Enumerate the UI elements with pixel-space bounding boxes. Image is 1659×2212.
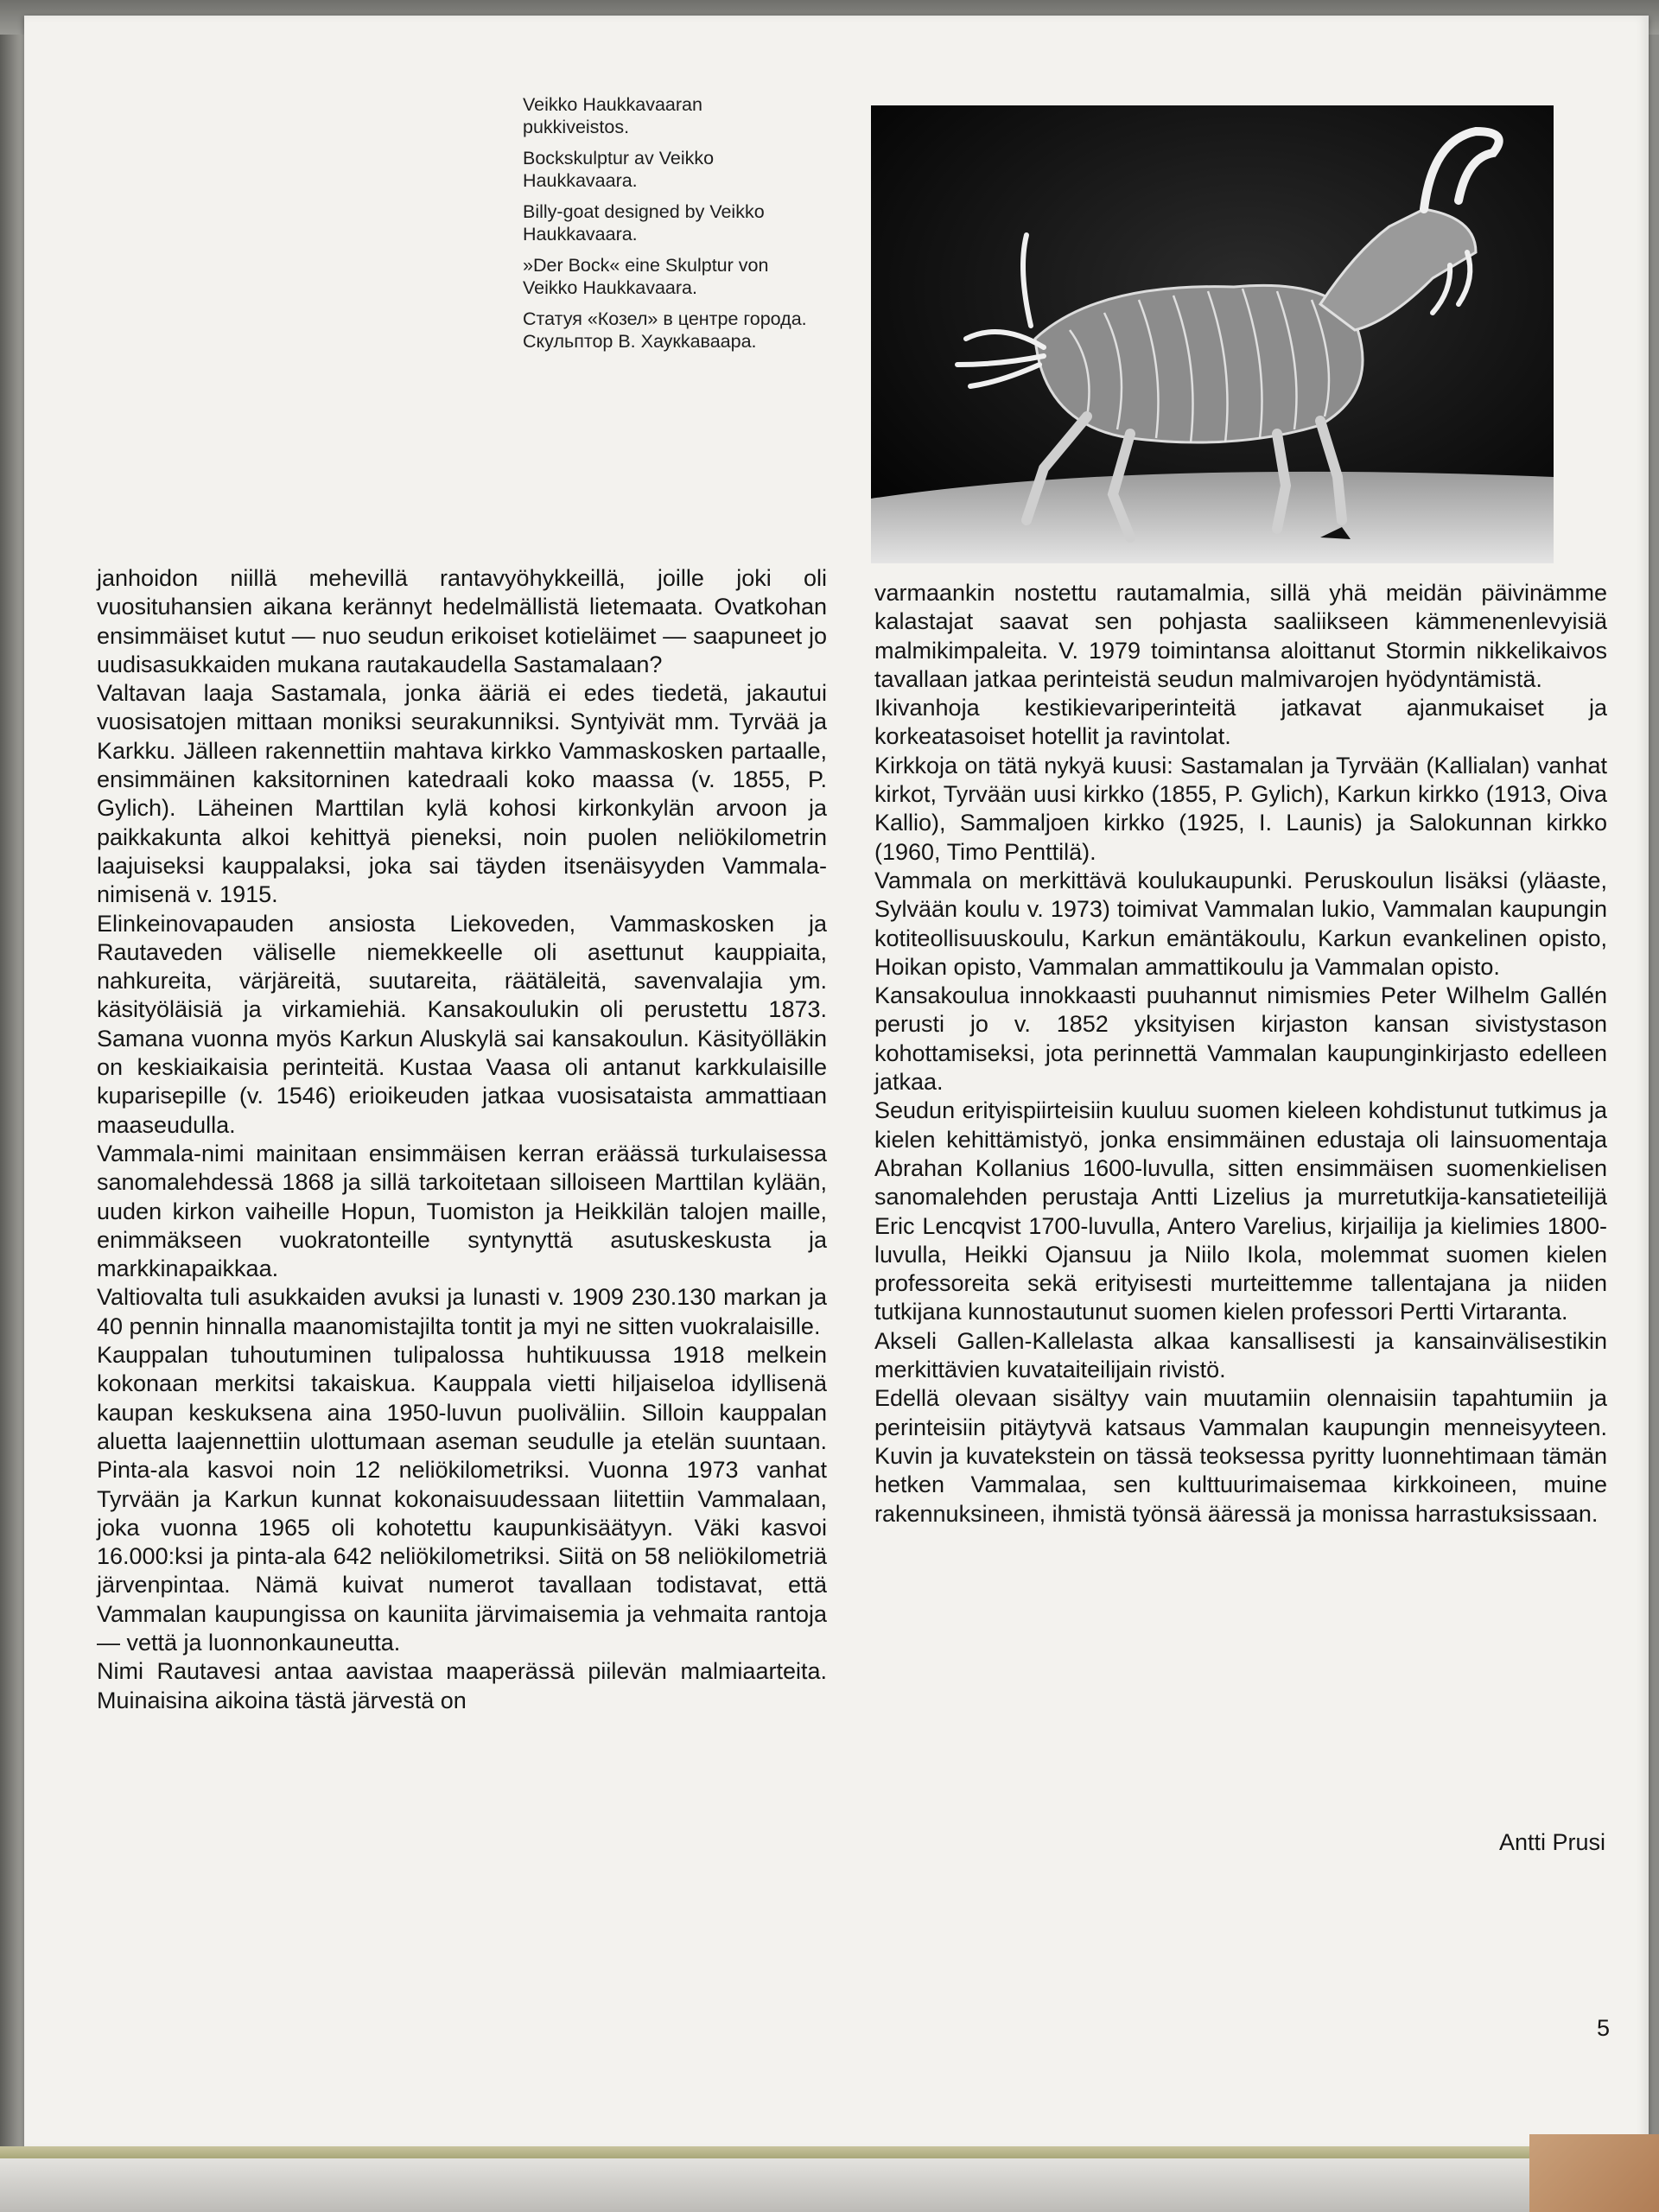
- paragraph: Kauppalan tuhoutuminen tulipalossa huhtikuussa 1918 melkein kokonaan merkitsi takaiskua. Kauppala vietti hiljaiseloa idyllisenä kaupan keskuksena aina 1950-luvun puoliväliin. Silloin kauppalan aluetta laajennettiin ulottumaan aseman seudulle ja etelän suuntaan. Pinta-ala kasvoi noin 12 neliökilometriksi. Vuonna 1973 vanhat Tyrvään ja Karkun kunnat kokonaisuudessaan liitettiin Vammalaan, joka vuonna 1965 oli kohotettu kaupunkisäätyyn. Väki kasvoi 16.000:ksi ja pinta-ala 642 neliökilometriksi. Siitä on 58 neliökilometriä järvenpintaa. Nämä kuivat numerot tavallaan todistavat, että Vammalan kaupungissa on kauniita järvimaisemia ja vehmaita rantoja — vettä ja luonnonkauneutta.: [97, 1342, 827, 1656]
- paragraph: Akseli Gallen-Kallelasta alkaa kansallisesti ja kansainvälisestikin merkittävien kuvataiteilijain rivistö.: [874, 1327, 1607, 1383]
- paragraph: Elinkeinovapauden ansiosta Liekoveden, Vammaskosken ja Rautaveden väliselle niemekkeelle oli asettunut kauppiaita, nahkureita, värjäreitä, suutareita, räätäleitä, savenvalajia ym. käsityöläisiä ja virkamiehiä. Kansakoulukin oli perustettu 1873. Samana vuonna myös Karkun Aluskylä sai kansakoulun. Käsityölläkin on keskiaikaisia perinteitä. Kustaa Vaasa oli antanut karkkulaisille kuparisepille (v. 1546) erioikeuden jatkaa vuosisataista ammattiaan maaseudulla.: [97, 910, 827, 1138]
- paragraph: janhoidon niillä mehevillä rantavyöhykkeillä, joille joki oli vuosituhansien aikana kerännyt hedelmällistä lietemaata. Ovatkohan ensimmäiset kutut — nuo seudun erikoiset kotieläimet — saapuneet jo uudisasukkaiden mukana rautakaudella Sastamalaan?: [97, 565, 827, 677]
- paragraph: Seudun erityispiirteisiin kuuluu suomen kieleen kohdistunut tutkimus ja kielen kehittämistyö, jonka ensimmäinen edustaja oli lainsuomentaja Abrahan Kollanius 1600-luvulla, sitten ensimmäisen suomenkielisen sanomalehden perustaja Antti Lizelius ja murretutkija-kansatieteilijä Eric Lencqvist 1700-luvulla, Antero Varelius, kirjailija ja kielimies 1800-luvulla, Heikki Ojansuu ja Niilo Ikola, molemmat suomen kielen professoreita sekä erityisesti murteittemme tallentajana ja niiden tutkijana kunnostautunut suomen kielen professori Pertti Virtaranta.: [874, 1097, 1607, 1325]
- table-surface: [0, 2158, 1659, 2212]
- paragraph: Kirkkoja on tätä nykyä kuusi: Sastamalan ja Tyrvään (Kallialan) vanhat kirkot, Tyrvään uusi kirkko (1855, P. Gylich), Karkun kirkko (1913, Oiva Kallio), Sammaljoen kirkko (1925, I. Launis) ja Salokunnan kirkko (1960, Timo Penttilä).: [874, 752, 1607, 865]
- paragraph: Kansakoulua innokkaasti puuhannut nimismies Peter Wilhelm Gallén perusti jo v. 1852 yksityisen kirjaston kansan sivistystason kohottamiseksi, jota perinnettä Vammalan kaupunginkirjasto edelleen jatkaa.: [874, 982, 1607, 1096]
- wood-surface: [1529, 2134, 1659, 2212]
- caption-english: Billy-goat designed by Veikko Haukkavaara.: [523, 201, 765, 245]
- left-text-column: [97, 564, 827, 1715]
- photo-caption: [523, 93, 808, 361]
- paragraph: Valtavan laaja Sastamala, jonka ääriä ei edes tiedetä, jakautui vuosisatojen mittaan moniksi seurakunniksi. Syntyivät mm. Tyrvää ja Karkku. Jälleen rakennettiin mahtava kirkko Vammaskosken partaalle, ensimmäinen kaksitorninen katedraali koko maassa (v. 1855, P. Gylich). Läheinen Marttilan kylä kohosi kirkonkylän arvoon ja paikkakunta alkoi kehittyä pieneksi, noin puolen neliökilometrin laajuiseksi kauppalaksi, joka sai täyden itsenäisyyden Vammala-nimisenä v. 1915.: [97, 680, 827, 908]
- caption-russian: Статуя «Козел» в центре города. Скульптор В. Хаукkaваара.: [523, 308, 807, 352]
- goat-sculpture-photo: [871, 105, 1554, 563]
- paragraph: Vammala on merkittävä koulukaupunki. Peruskoulun lisäksi (yläaste, Sylvään koulu v. 1973) toimivat Vammalan lukio, Vammalan kaupungin kotiteollisuuskoulu, Karkun emäntäkoulu, Karkun evankelinen opisto, Hoikan opisto, Vammalan ammattikoulu ja Vammalan opisto.: [874, 867, 1607, 980]
- caption-finnish: Veikko Haukkavaaran pukkiveistos.: [523, 94, 702, 137]
- book-cover-edge: [0, 2146, 1659, 2158]
- paragraph: varmaankin nostettu rautamalmia, sillä yhä meidän päivinämme kalastajat saavat sen pohjasta saaliikseen kämmenenlevyisiä malmikimpaleita. V. 1979 toimintansa aloittanut Stormin nikkelikaivos tavallaan jatkaa perinteistä seudun malmivarojen hyödyntämistä.: [874, 580, 1607, 692]
- right-text-column: [874, 579, 1607, 1529]
- author-signature: Antti Prusi: [1498, 1829, 1605, 1855]
- paragraph: Nimi Rautavesi antaa aavistaa maaperässä piilevän malmiaarteita. Muinaisina aikoina tästä järvestä on: [97, 1658, 827, 1713]
- caption-swedish: Bockskulptur av Veikko Haukkavaara.: [523, 148, 715, 191]
- caption-german: »Der Bock« eine Skulptur von Veikko Haukkavaara.: [523, 255, 769, 298]
- paragraph: Vammala-nimi mainitaan ensimmäisen kerran eräässä turkulaisessa sanomalehdessä 1868 ja sillä tarkoitetaan silloiseen Marttilan kylään, uuden kirkon vaiheille Hopun, Tuomiston ja Heikkilän talojen maille, enimmäkseen vuokratonteille syntynyttä asutuskeskusta ja markkinapaikkaa.: [97, 1140, 827, 1282]
- paragraph: Ikivanhoja kestikievariperinteitä jatkavat ajanmukaiset ja korkeatasoiset hotellit ja ravintolat.: [874, 695, 1607, 750]
- paragraph: Edellä olevaan sisältyy vain muutamiin olennaisiin tapahtumiin ja perinteisiin pitäytyvä katsaus Vammalan kaupungin menneisyyteen. Kuvin ja kuvatekstein on tässä teoksessa pyritty luonnehtimaan tämän hetken Vammalaa, sen kulttuurimaisemaa kirkkoineen, muine rakennuksineen, ihmistä työnsä ääressä ja monissa harrastuksissaan.: [874, 1385, 1607, 1527]
- page-number: 5: [1597, 2015, 1611, 2041]
- goat-sculpture-image: [871, 105, 1554, 563]
- paragraph: Valtiovalta tuli asukkaiden avuksi ja lunasti v. 1909 230.130 markan ja 40 pennin hinnalla maanomistajilta tontit ja myi ne sitten vuokralaisille.: [97, 1284, 827, 1339]
